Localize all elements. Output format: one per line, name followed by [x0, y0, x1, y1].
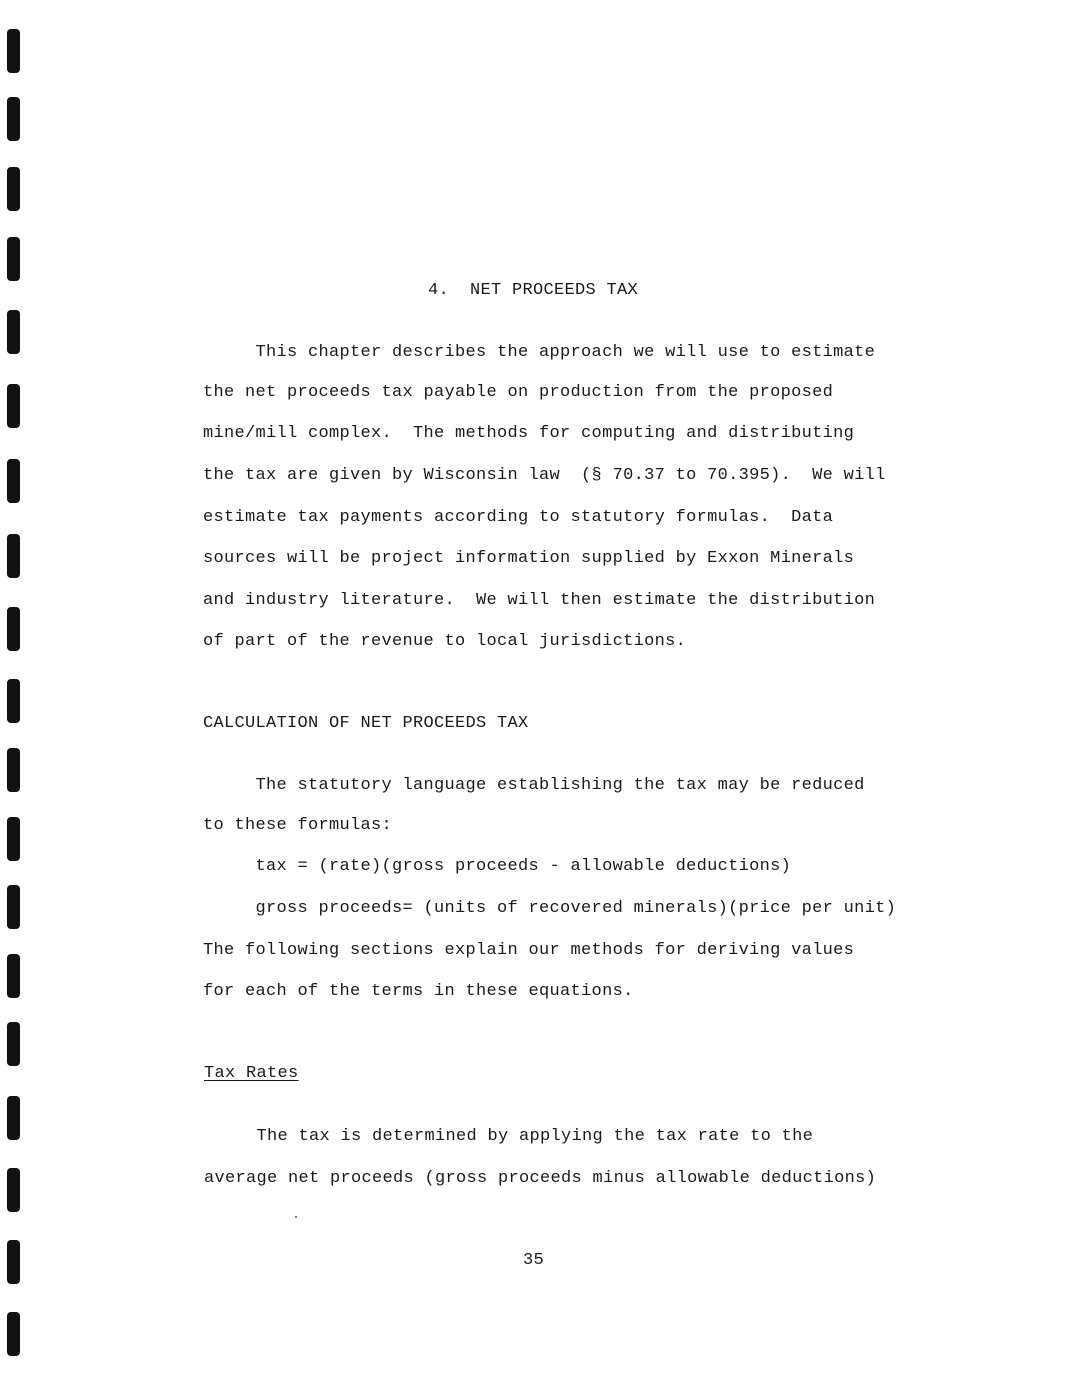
binding-mark [7, 817, 20, 861]
calc-line: The statutory language establishing the tax may be reduced [203, 776, 865, 795]
binding-mark [7, 29, 20, 73]
binding-mark [7, 167, 20, 211]
binding-mark [7, 885, 20, 929]
intro-line: and industry literature. We will then estimate the distribution [203, 591, 876, 610]
binding-mark [7, 1096, 20, 1140]
binding-mark [7, 310, 20, 354]
intro-line: estimate tax payments according to statutory formulas. Data [203, 508, 834, 527]
formula-tax: tax = (rate)(gross proceeds - allowable deductions) [203, 857, 792, 876]
binding-mark [7, 954, 20, 998]
binding-mark [7, 237, 20, 281]
calc-line: to these formulas: [203, 816, 393, 835]
binding-mark [7, 1312, 20, 1356]
chapter-heading: 4. NET PROCEEDS TAX [428, 281, 639, 300]
intro-line: mine/mill complex. The methods for computing and distributing [203, 424, 855, 443]
binding-mark [7, 1240, 20, 1284]
section-heading-calculation: CALCULATION OF NET PROCEEDS TAX [203, 714, 529, 733]
binding-mark [7, 384, 20, 428]
binding-marks [0, 0, 30, 1380]
calc-line: for each of the terms in these equations. [203, 982, 634, 1001]
intro-line: This chapter describes the approach we will use to estimate [203, 343, 876, 362]
rates-line: The tax is determined by applying the tax rate to the [204, 1127, 814, 1146]
intro-line: sources will be project information supplied by Exxon Minerals [203, 549, 855, 568]
intro-line: of part of the revenue to local jurisdictions. [203, 632, 687, 651]
binding-mark [7, 459, 20, 503]
calc-line: The following sections explain our methods for deriving values [203, 941, 855, 960]
subsection-heading-tax-rates: Tax Rates [204, 1064, 299, 1083]
scan-speck [295, 1216, 297, 1218]
page-number: 35 [523, 1251, 545, 1270]
binding-mark [7, 748, 20, 792]
binding-mark [7, 679, 20, 723]
binding-mark [7, 1168, 20, 1212]
formula-gross-proceeds: gross proceeds= (units of recovered minerals)(price per unit) [203, 899, 897, 918]
binding-mark [7, 97, 20, 141]
rates-line: average net proceeds (gross proceeds minus allowable deductions) [204, 1169, 877, 1188]
intro-line: the tax are given by Wisconsin law (§ 70.37 to 70.395). We will [203, 466, 886, 485]
binding-mark [7, 1022, 20, 1066]
intro-line: the net proceeds tax payable on production from the proposed [203, 383, 834, 402]
binding-mark [7, 534, 20, 578]
binding-mark [7, 607, 20, 651]
